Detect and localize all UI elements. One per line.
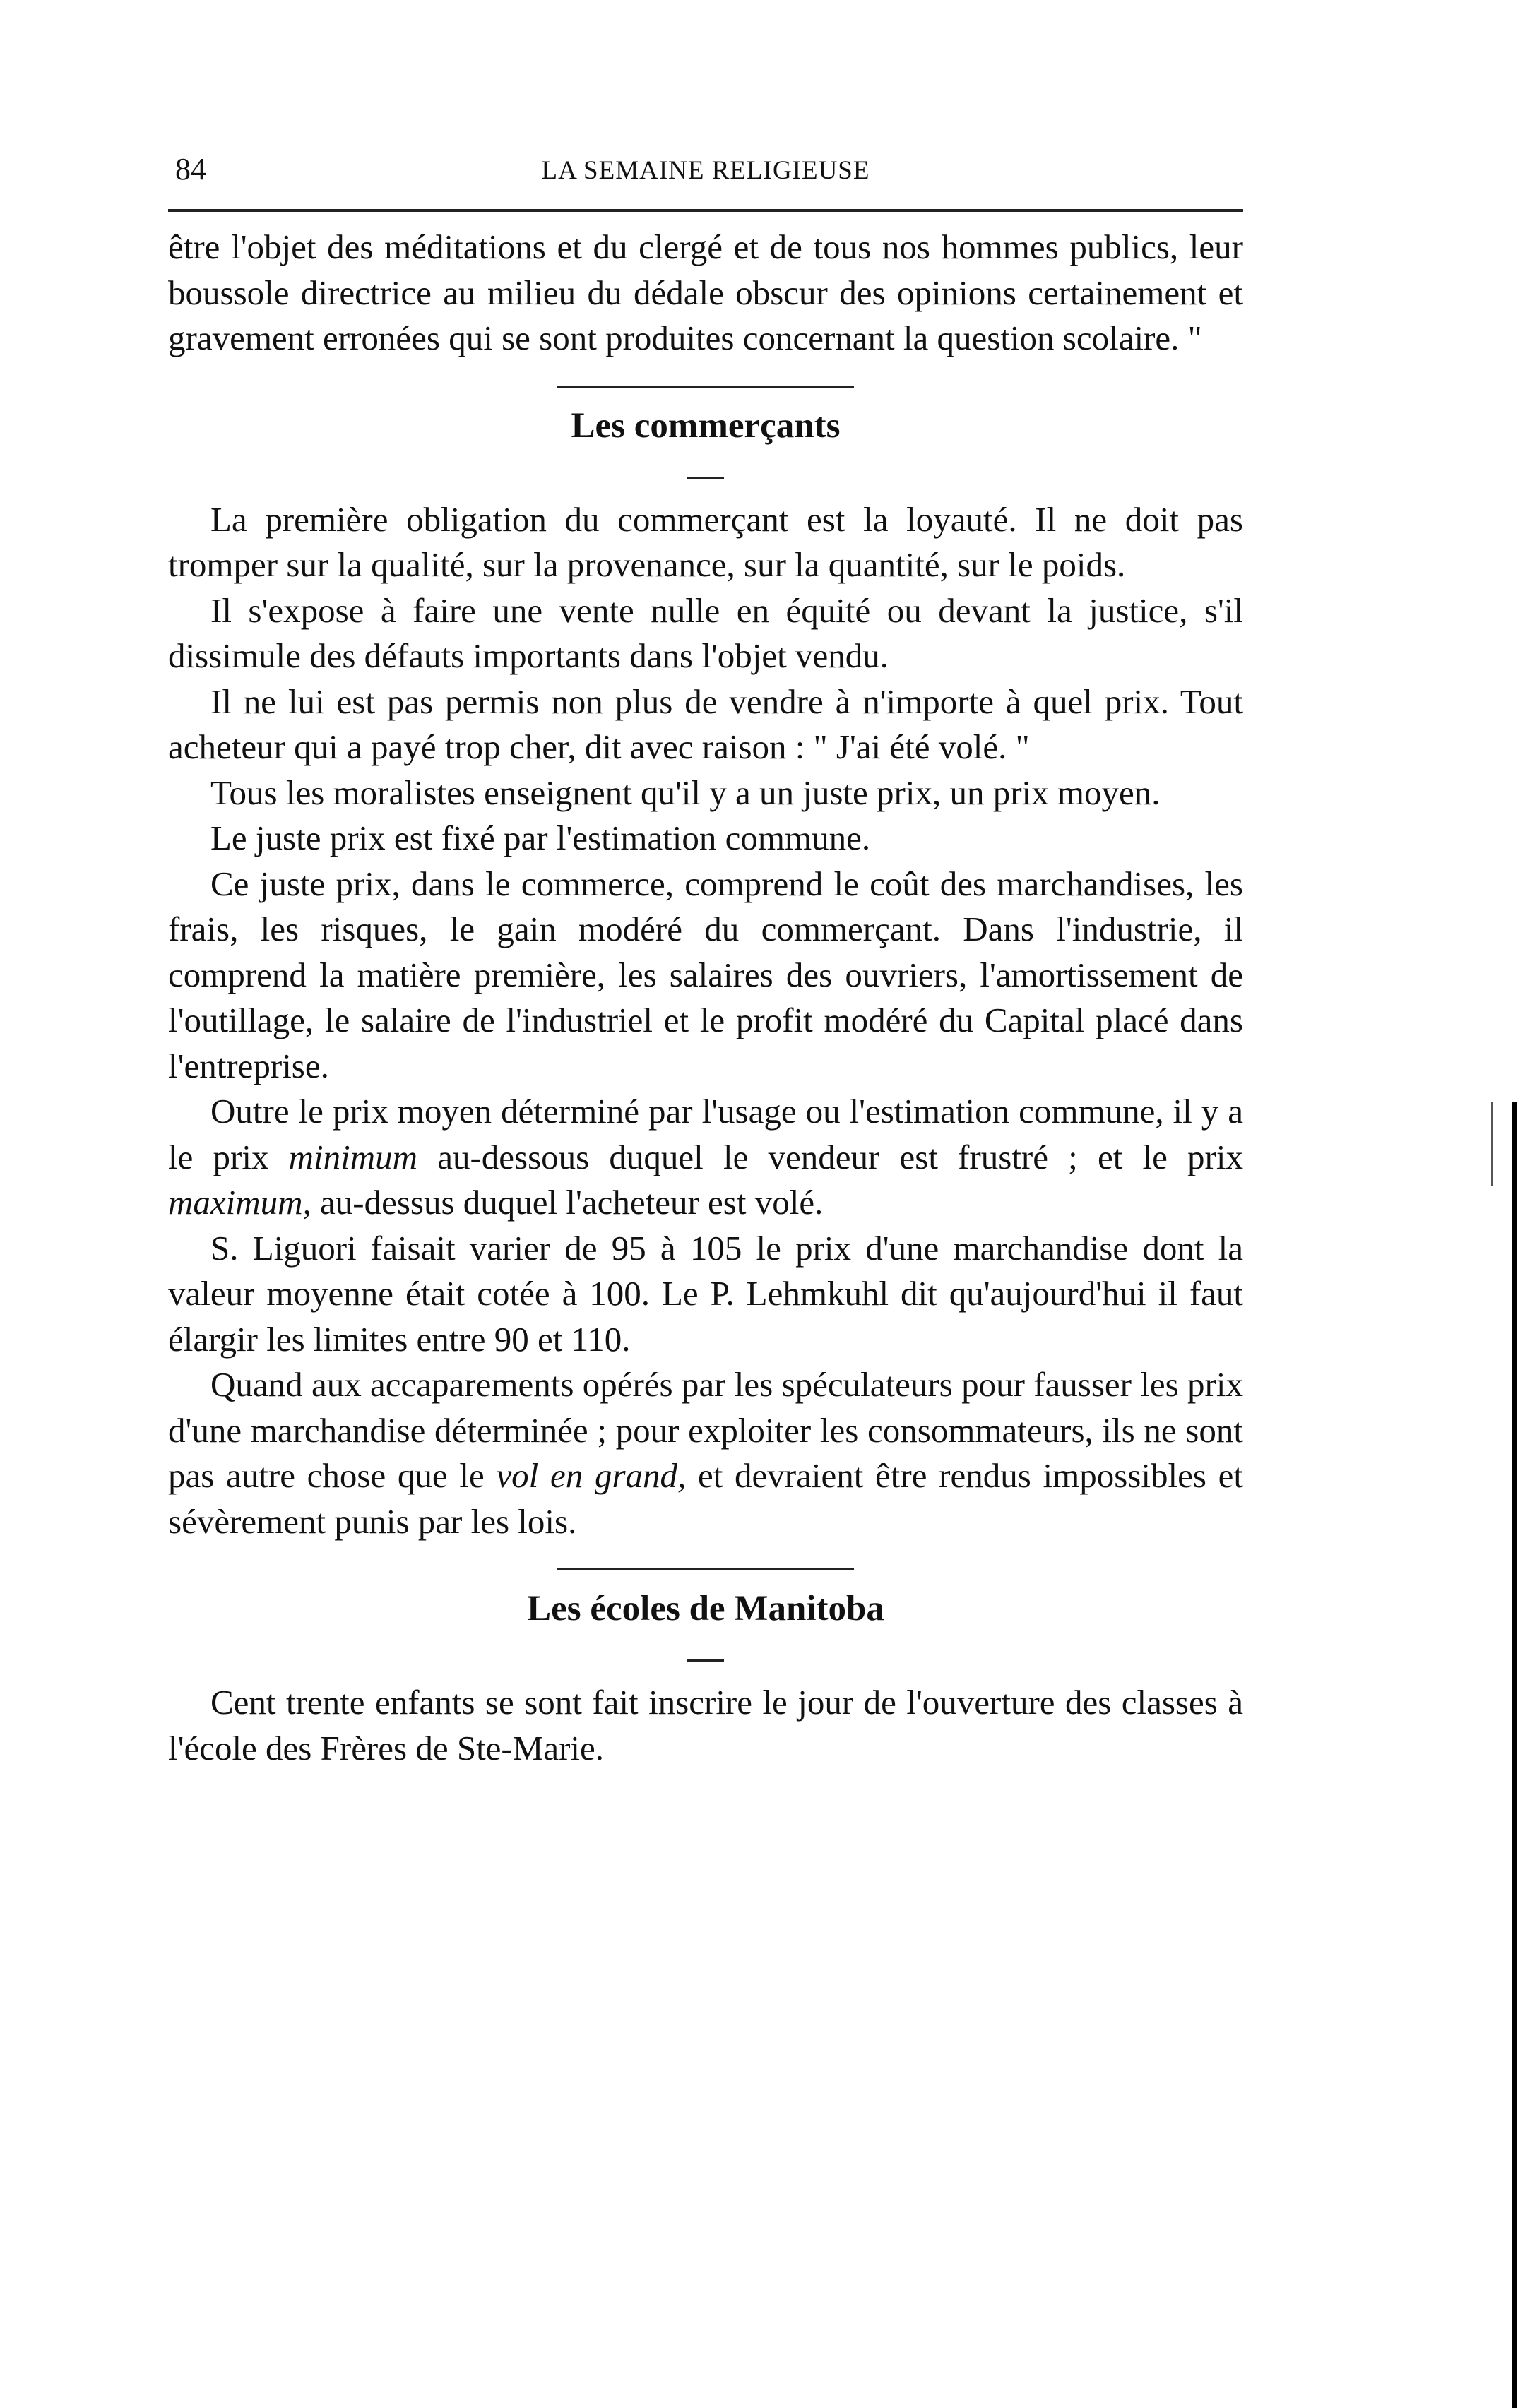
italic-term: vol en grand, (496, 1456, 687, 1495)
paragraph: Tous les moralistes enseignent qu'il y a un juste prix, un prix moyen. (210, 773, 1161, 812)
italic-term: minimum (288, 1137, 418, 1176)
paragraph (168, 1362, 1243, 1544)
paragraph: S. Liguori faisait varier de 95 à 105 le prix d'une marchandise dont la valeur moyenne était cotée à 100. Le P. Lehmkuhl dit qu'aujourd'hui il faut élargir les limites entre 90 et 110. (168, 1228, 1243, 1359)
title-dash (687, 1659, 724, 1662)
paragraph (168, 1089, 1243, 1226)
scan-edge-line (1512, 1102, 1517, 2408)
running-head (168, 141, 1243, 191)
header-rule (168, 209, 1243, 212)
body-text (168, 225, 1243, 1771)
text-run: Quand aux accaparements opérés par les spéculateurs pour fausser les prix d'une marchandise déterminée ; pour exploiter les consommateurs, ils ne sont pas autre chose que le (168, 1365, 1243, 1495)
paragraph: Cent trente enfants se sont fait inscrire le jour de l'ouverture des classes à l'école des Frères de Ste-Marie. (168, 1683, 1243, 1768)
section-divider (557, 1568, 854, 1570)
intro-paragraph: être l'objet des méditations et du clergé et de tous nos hommes publics, leur boussole directrice au milieu du dédale obscur des opinions certainement et gravement erronées qui se sont produites concernant la question scolaire. " (168, 227, 1243, 357)
page-number: 84 (175, 152, 206, 186)
text-run: au-dessus duquel l'acheteur est volé. (311, 1183, 824, 1222)
section-divider (557, 386, 854, 388)
italic-term: maximum, (168, 1183, 311, 1222)
paragraph: Le juste prix est fixé par l'estimation commune. (210, 818, 871, 857)
text-run: Outre le prix moyen déterminé par l'usage ou l'estimation commune, il y a le prix (168, 1092, 1243, 1176)
section-title-commercants: Les commerçants (571, 405, 841, 446)
paragraph: La première obligation du commerçant est la loyauté. Il ne doit pas tromper sur la qualité, sur la provenance, sur la quantité, sur le poids. (168, 499, 1243, 584)
document-page (168, 141, 1243, 1771)
paragraph: Il ne lui est pas permis non plus de vendre à n'importe à quel prix. Tout acheteur qui a payé trop cher, dit avec raison : " J'ai été volé. " (168, 681, 1243, 766)
text-run: au-dessous duquel le vendeur est frustré ; et le prix (417, 1137, 1243, 1176)
running-title: LA SEMAINE RELIGIEUSE (541, 156, 870, 185)
paragraph: Ce juste prix, dans le commerce, comprend le coût des marchandises, les frais, les risques, le gain modéré du commerçant. Dans l'industrie, il comprend la matière première, les salaires des ouvriers, l'amortissement de l'outillage, le salaire de l'industriel et le profit modéré du Capital placé dans l'entreprise. (168, 864, 1243, 1085)
scan-edge-mark (1491, 1102, 1493, 1186)
paragraph: Il s'expose à faire une vente nulle en équité ou devant la justice, s'il dissimule des défauts importants dans l'objet vendu. (168, 590, 1243, 675)
title-dash (687, 477, 724, 479)
section-title-manitoba: Les écoles de Manitoba (527, 1589, 884, 1628)
text-run: et devraient être rendus impossibles et sévèrement punis par les lois. (168, 1456, 1243, 1541)
